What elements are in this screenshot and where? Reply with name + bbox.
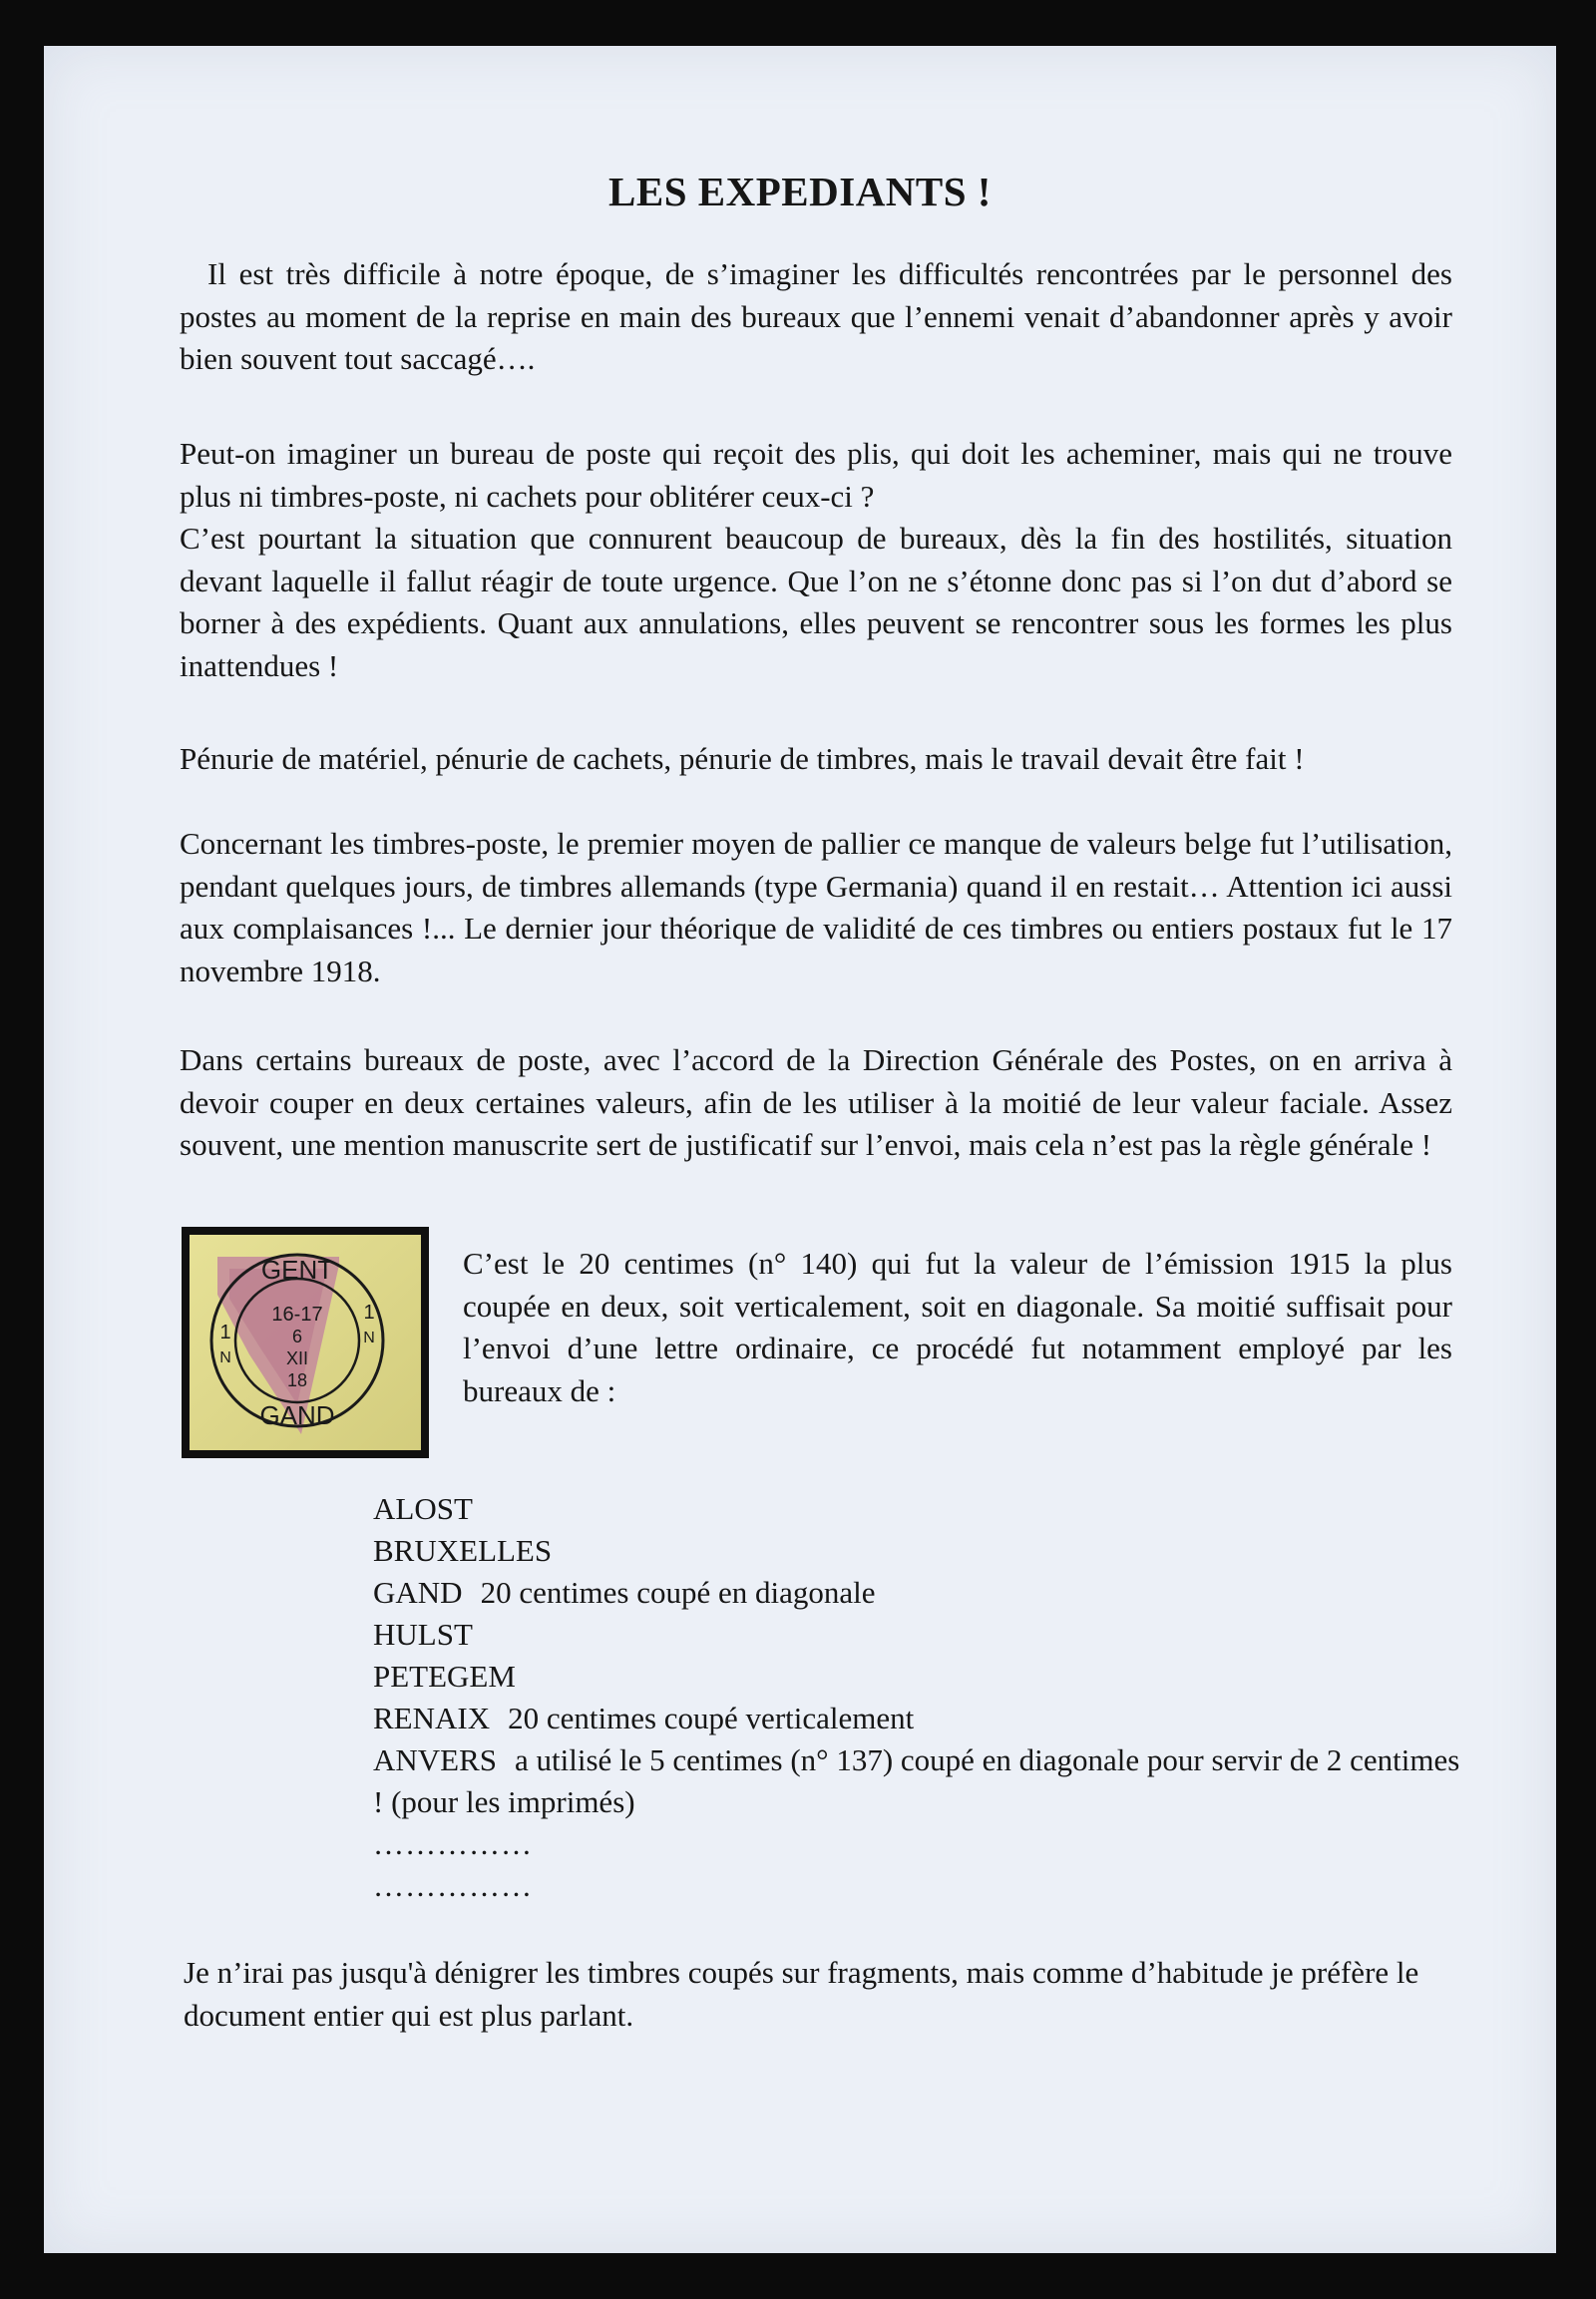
postmark-hour: 16-17 — [271, 1304, 323, 1326]
office-note: a utilisé le 5 centimes (n° 137) coupé en diagonale pour servir de 2 centimes ! (pour les imprimés) — [373, 1742, 1460, 1819]
postmark-top-text: GENT — [260, 1255, 334, 1285]
office-note: 20 centimes coupé verticalement — [508, 1701, 915, 1735]
bisected-stamp-fragment — [182, 1227, 429, 1458]
office-name: HULST — [373, 1617, 473, 1652]
ellipsis-line: …………… — [373, 1868, 533, 1903]
album-page — [44, 46, 1556, 2253]
list-item — [373, 1656, 1460, 1698]
postmark-right-mark: 1 — [363, 1302, 375, 1324]
shortage-paragraph: Pénurie de matériel, pénurie de cachets, pénurie de timbres, mais le travail devait être fait ! — [180, 741, 1305, 776]
stamp-description: C’est le 20 centimes (n° 140) qui fut la valeur de l’émission 1915 la plus coupée en deux, soit verticalement, soit en diagonale. Sa moitié suffisait pour l’envoi d’une lettre ordinaire, ce procédé fut notamment employé par les bureaux de : — [463, 1246, 1452, 1408]
postmark-image — [190, 1235, 421, 1450]
list-item — [373, 1488, 1460, 1530]
page-title: LES EXPEDIANTS ! — [608, 169, 992, 214]
postmark-right-sub: N — [363, 1330, 375, 1346]
office-name: ANVERS — [373, 1742, 498, 1777]
list-item — [373, 1530, 1460, 1572]
question-paragraph: Peut-on imaginer un bureau de poste qui reçoit des plis, qui doit les acheminer, mais qui ne trouve plus ni timbres-poste, ni cachets pour oblitérer ceux-ci ? — [180, 436, 1452, 514]
office-name: BRUXELLES — [373, 1533, 553, 1568]
postmark-day: 6 — [291, 1327, 303, 1346]
list-item — [373, 1614, 1460, 1656]
postmark-left-sub: N — [219, 1349, 231, 1366]
postmark-month: XII — [285, 1348, 309, 1368]
postmark-left-mark: 1 — [219, 1322, 231, 1343]
postmark-bottom-text: GAND — [259, 1400, 335, 1430]
office-name: ALOST — [373, 1491, 473, 1526]
ellipsis-line: …………… — [373, 1826, 533, 1861]
office-name: RENAIX — [373, 1701, 491, 1735]
intro-paragraph: Il est très difficile à notre époque, de s’imaginer les difficultés rencontrées par le personnel des postes au moment de la reprise en main des bureaux que l’ennemi venait d’abandonner après y avoir bien souvent tout saccagé…. — [180, 256, 1452, 376]
list-item — [373, 1698, 1460, 1739]
germania-paragraph: Concernant les timbres-poste, le premier moyen de pallier ce manque de valeurs belge fut l’utilisation, pendant quelques jours, de timbres allemands (type Germania) quand il en restait… Attention ici aussi aux complaisances !... Le dernier jour théorique de validité de ces timbres ou entiers postaux fut le 17 novembre 1918. — [180, 826, 1452, 988]
office-name: GAND — [373, 1575, 463, 1610]
list-item — [373, 1739, 1460, 1823]
closing-paragraph: Je n’irai pas jusqu'à dénigrer les timbres coupés sur fragments, mais comme d’habitude je préfère le document entier qui est plus parlant. — [184, 1955, 1419, 2033]
postmark-year: 18 — [286, 1370, 308, 1390]
list-item — [373, 1572, 1460, 1614]
office-list — [373, 1488, 1460, 1907]
situation-paragraph: C’est pourtant la situation que connurent beaucoup de bureaux, dès la fin des hostilités, situation devant laquelle il fallut réagir de toute urgence. Que l’on ne s’étonne donc pas si l’on dut d’abord se borner à des expédients. Quant aux annulations, elles peuvent se rencontrer sous les formes les plus inattendues ! — [180, 521, 1452, 683]
office-name: PETEGEM — [373, 1659, 516, 1694]
office-note: 20 centimes coupé en diagonale — [480, 1575, 876, 1610]
bisect-paragraph: Dans certains bureaux de poste, avec l’accord de la Direction Générale des Postes, on en arriva à devoir couper en deux certaines valeurs, afin de les utiliser à la moitié de leur valeur faciale. Assez souvent, une mention manuscrite sert de justificatif sur l’envoi, mais cela n’est pas la règle générale ! — [180, 1042, 1452, 1162]
